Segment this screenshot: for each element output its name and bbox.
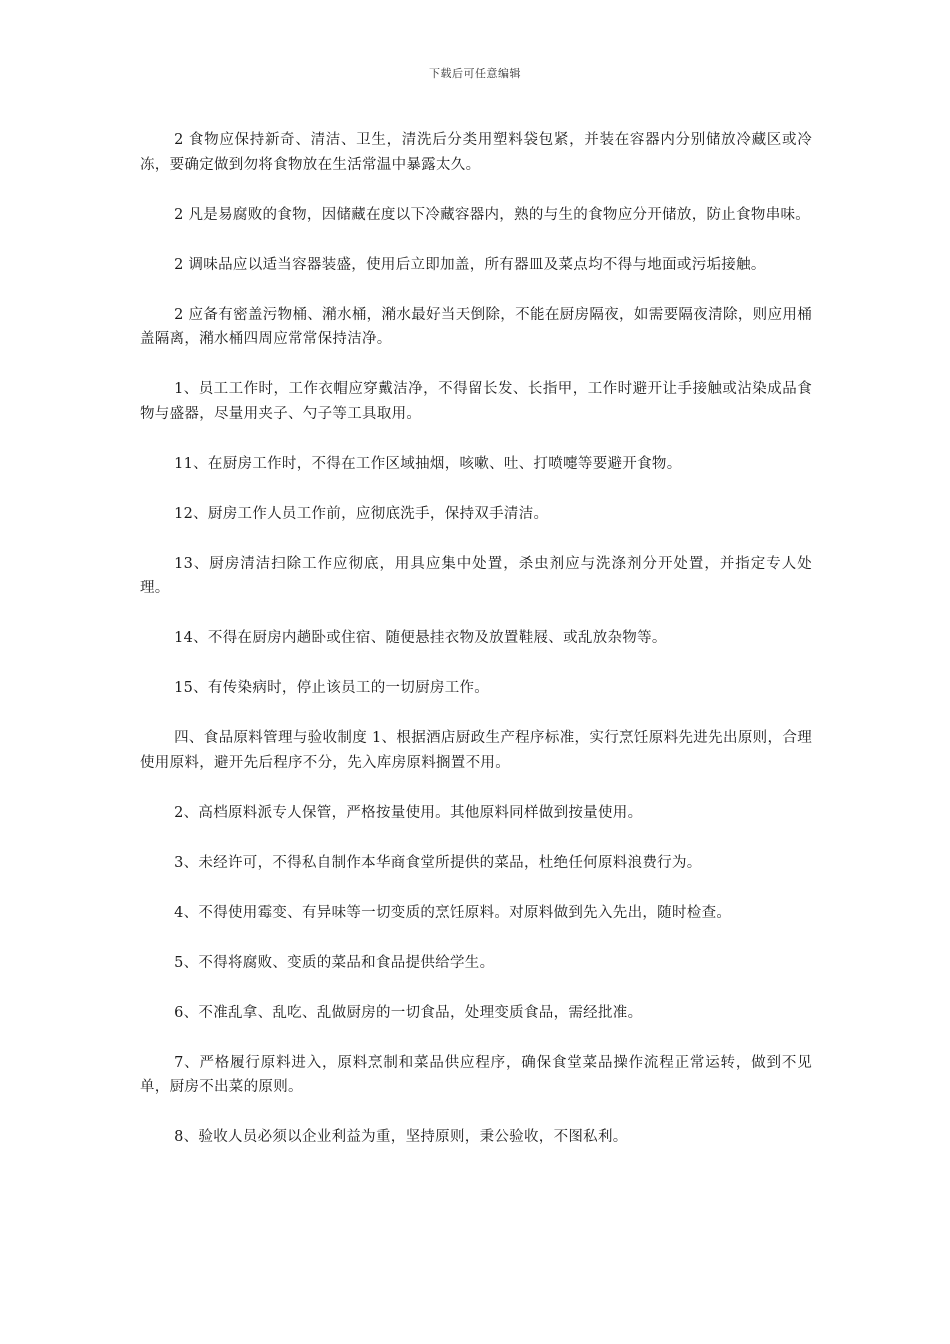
paragraph: 4、不得使用霉变、有异味等一切变质的烹饪原料。对原料做到先入先出，随时检查。: [174, 904, 732, 921]
paragraph: 12、厨房工作人员工作前，应彻底洗手，保持双手清洁。: [174, 505, 549, 522]
paragraph: 2 食物应保持新奇、清洁、卫生，清洗后分类用塑料袋包紧，并装在容器内分别储放冷藏区或冷冻，要确定做到勿将食物放在生活常温中暴露太久。: [140, 132, 812, 173]
paragraph: 14、不得在厨房内趟卧或住宿、随便悬挂衣物及放置鞋屐、或乱放杂物等。: [174, 630, 667, 646]
paragraph: 2、高档原料派专人保管，严格按量使用。其他原料同样做到按量使用。: [174, 804, 643, 821]
paragraph: 2 调味品应以适当容器装盛，使用后立即加盖，所有器皿及菜点均不得与地面或污垢接触。: [174, 256, 766, 273]
paragraph: 2 应备有密盖污物桶、潲水桶，潲水最好当天倒除，不能在厨房隔夜，如需要隔夜清除，则应用桶盖隔离，潲水桶四周应常常保持洁净。: [140, 306, 812, 347]
paragraph: 11、在厨房工作时，不得在工作区域抽烟，咳嗽、吐、打喷嚏等要避开食物。: [174, 455, 682, 472]
paragraph: 15、有传染病时，停止该员工的一切厨房工作。: [174, 680, 490, 696]
paragraph: 7、严格履行原料进入，原料烹制和菜品供应程序，确保食堂菜品操作流程正常运转，做到不见单，厨房不出菜的原则。: [140, 1054, 812, 1095]
paragraph: 8、验收人员必须以企业利益为重，坚持原则，秉公验收，不图私利。: [174, 1129, 628, 1145]
document-body: [140, 128, 812, 1175]
header-note: 下载后可任意编辑: [429, 67, 521, 80]
paragraph: 2 凡是易腐败的食物，因储藏在度以下冷藏容器内，熟的与生的食物应分开储放，防止食物串味。: [174, 206, 811, 223]
paragraph: 1、员工工作时，工作衣帽应穿戴洁净，不得留长发、长指甲，工作时避开让手接触或沾染成品食物与盛器，尽量用夹子、勺子等工具取用。: [140, 381, 812, 422]
paragraph: 6、不准乱拿、乱吃、乱做厨房的一切食品，处理变质食品，需经批准。: [174, 1004, 643, 1021]
paragraph: 5、不得将腐败、变质的菜品和食品提供给学生。: [174, 954, 495, 971]
paragraph: 四、食品原料管理与验收制度 1、根据酒店厨政生产程序标准，实行烹饪原料先进先出原则，合理使用原料，避开先后程序不分，先入库房原料搁置不用。: [140, 730, 812, 771]
paragraph: 3、未经许可，不得私自制作本华商食堂所提供的菜品，杜绝任何原料浪费行为。: [174, 854, 702, 871]
paragraph: 13、厨房清洁扫除工作应彻底，用具应集中处置，杀虫剂应与洗涤剂分开处置，并指定专人处理。: [140, 555, 812, 596]
